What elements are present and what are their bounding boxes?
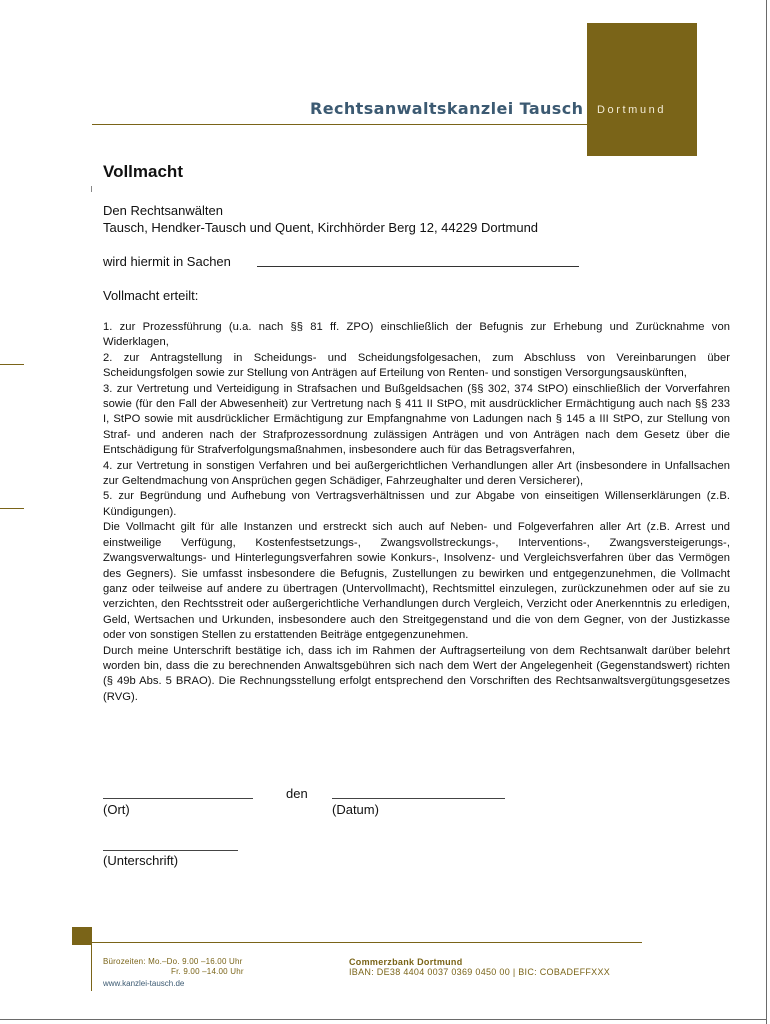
paragraph-3: 3. zur Vertretung und Verteidigung in Strafsachen und Bußgeldsachen (§§ 302, 374 StPO) einschließlich der Vorverfahren sowie (für den Fall der Abwesenheit) zur Vertretung nach § 411 II StPO, mit ausdrücklicher Ermächtigung auch nach §§ 233 I, StPO sowie mit ausdrücklicher Ermächtigung zur Empfangnahme von Ladungen nach § 145 a III StPO, zur Stellung von Straf- und anderen nach der Strafprozessordnung zulässigen Anträgen und von Anträgen nach dem Gesetz über die Entschädigung für Strafverfolgungsmaßnahmen, insbesondere auch für das Betragsverfahren, [103, 382, 730, 457]
matter-line [257, 266, 579, 267]
bank-details: IBAN: DE38 4404 0037 0369 0450 00 | BIC: COBADEFFXXX [349, 967, 611, 977]
place-label: (Ort) [103, 802, 130, 817]
date-label: (Datum) [332, 802, 379, 817]
matter-label: wird hiermit in Sachen [103, 254, 231, 269]
fold-mark-bottom [0, 508, 24, 509]
paragraph-1: 1. zur Prozessführung (u.a. nach §§ 81 ff. ZPO) einschließlich der Befugnis zur Erhebung und Zurücknahme von Widerklagen, [103, 321, 730, 349]
footer-rule [92, 942, 642, 943]
margin-mark [91, 186, 92, 192]
place-line [103, 798, 253, 799]
paragraph-5: 5. zur Begründung und Aufhebung von Vertragsverhältnissen und zur Abgabe von einseitigen Willenserklärungen (z.B. Kündigungen). [103, 490, 730, 518]
date-line [332, 798, 505, 799]
page-border-right [766, 0, 767, 1024]
fold-mark-top [0, 364, 24, 365]
bank-name: Commerzbank Dortmund [349, 957, 463, 967]
brand-city: Dortmund [597, 104, 667, 116]
website-link[interactable]: www.kanzlei-tausch.de [103, 979, 185, 988]
paragraph-4: 4. zur Vertretung in sonstigen Verfahren und bei außergerichtlichen Verhandlungen aller Art (insbesondere in Unfallsachen zur Geltendmachung von Ansprüchen gegen Schädiger, Fahrzeughalter und deren Versicherer), [103, 459, 730, 488]
brand-box [587, 23, 697, 156]
signature-line [103, 850, 238, 851]
signature-label: (Unterschrift) [103, 853, 179, 868]
granted-label: Vollmacht erteilt: [103, 288, 199, 303]
fee-notice-paragraph: Durch meine Unterschrift bestätige ich, dass ich im Rahmen der Auftragserteilung von dem Rechtsanwalt darüber belehrt worden bin, dass die zu berechnenden Anwaltsgebühren sich nach dem Wert der Angelegenheit (Gegenstandswert) richten (§ 49b Abs. 5 BRAO). Die Rechnungsstellung erfolgt entsprechend den Vorschriften des Rechtsanwaltsvergütungsgesetzes (RVG). [103, 644, 730, 703]
footer-divider [91, 944, 92, 991]
addressee-line-2: Tausch, Hendker-Tausch und Quent, Kirchhörder Berg 12, 44229 Dortmund [103, 220, 539, 235]
document-title: Vollmacht [103, 162, 183, 181]
addressee-line-1: Den Rechtsanwälten [103, 203, 223, 218]
power-of-attorney-body [103, 320, 730, 705]
firm-name: Rechtsanwaltskanzlei Tausch [310, 99, 584, 118]
scope-paragraph: Die Vollmacht gilt für alle Instanzen und erstreckt sich auch auf Neben- und Folgeverfahren aller Art (z.B. Arrest und einstweilige Verfügung, Kostenfestsetzungs-, Zwangsvollstreckungs-, Interventions-, Zwangsversteigerungs-, Zwangsverwaltungs- und Hinterlegungsverfahren sowie Konkurs-, Insolvenz- und Vergleichsverfahren über das Vermögen des Gegners). Sie umfasst insbesondere die Befugnis, Zustellungen zu bewirken und entgegenzunehmen, die Vollmacht ganz oder teilweise auf andere zu übertragen (Untervollmacht), Rechtsmittel einzulegen, zurückzunehmen oder auf sie zu verzichten, den Rechtsstreit oder außergerichtliche Verhandlungen durch Vergleich, Verzicht oder Anerkenntnis zu erledigen, Geld, Wertsachen und Urkunden, insbesondere auch den Streitgegenstand und die von dem Gegner, von der Justizkasse oder von sonstigen Stellen zu erstattenden Beiträge entgegenzunehmen. [103, 521, 730, 642]
office-hours-line-1: Bürozeiten: Mo.–Do. 9.00 –16.00 Uhr [103, 957, 243, 966]
paragraph-2: 2. zur Antragstellung in Scheidungs- und Scheidungsfolgesachen, zum Abschluss von Vereinbarungen über Scheidungsfolgen sowie zur Stellung von Anträgen auf Erteilung von Renten- und sonstigen Versorgungsauskünften, [103, 351, 730, 380]
header-rule [92, 124, 587, 125]
footer-square [72, 927, 92, 945]
den-connector: den [286, 786, 308, 801]
office-hours-line-2: Fr. 9.00 –14.00 Uhr [171, 967, 244, 976]
page-border-bottom [0, 1019, 767, 1020]
